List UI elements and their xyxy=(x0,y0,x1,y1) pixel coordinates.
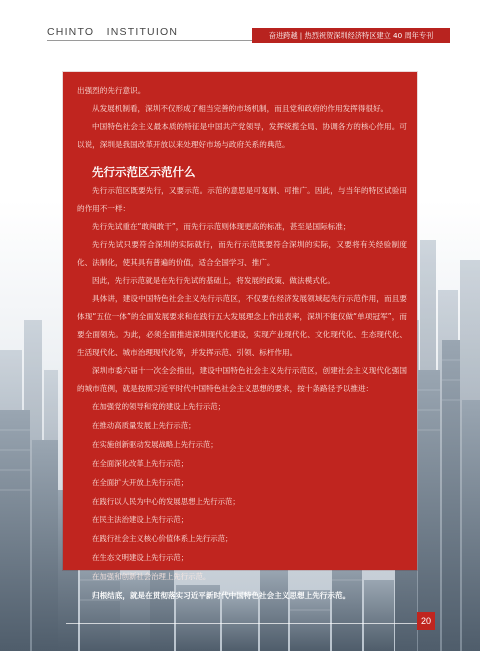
paragraph: 先行先试重在“敢闯敢干”，而先行示范则体现更高的标准，甚至是国际标准； xyxy=(92,222,351,231)
conclusion: 归根结底，就是在贯彻落实习近平新时代中国特色社会主义思想上先行示范。 xyxy=(92,591,351,601)
section-heading: 先行示范区示范什么 xyxy=(92,165,196,179)
paragraph: 出强烈的先行意识。 xyxy=(77,86,146,95)
page-header xyxy=(0,0,480,44)
paragraph: 先行示范区既要先行，又要示范。示范的意思是可复制、可推广。因此，与当年的特区试验田的作用不一样： xyxy=(77,186,407,213)
header-rule xyxy=(47,40,252,41)
paragraph: 先行先试只要符合深圳的实际就行，而先行示范既要符合深圳的实际，又要将有关经验制度化、法制化，使其具有普遍的价值，适合全国学习、推广。 xyxy=(77,240,407,267)
footer-rule xyxy=(66,623,417,624)
page-number: 20 xyxy=(417,612,435,630)
paragraph: 深圳市委六届十一次全会指出，建设中国特色社会主义先行示范区，创建社会主义现代化强国的城市范例，就是按照习近平时代中国特色社会主义思想的要求，按十条路径予以推进： xyxy=(77,366,407,393)
list-item: 在践行社会主义核心价值体系上先行示范； xyxy=(92,534,233,544)
list-item: 在全面扩大开放上先行示范； xyxy=(92,477,189,487)
list-item: 在实施创新驱动发展战略上先行示范； xyxy=(92,439,218,449)
brand-name: CHINTO INSTITUION xyxy=(47,26,179,38)
list-item: 在全面深化改革上先行示范； xyxy=(92,458,189,468)
paragraph: 因此，先行示范就是在先行先试的基础上，将发展的政策、做法模式化。 xyxy=(92,276,335,285)
paragraph: 从发展机制看，深圳不仅形成了相当完善的市场机制，而且党和政府的作用发挥得很好。 xyxy=(92,104,389,113)
list-item: 在加强党的领导和党的建设上先行示范； xyxy=(92,402,226,411)
list-item: 在民主法治建设上先行示范； xyxy=(92,515,189,525)
path-list xyxy=(77,398,407,587)
list-item: 在推动高质量发展上先行示范； xyxy=(92,420,196,430)
list-item: 在践行以人民为中心的发展思想上先行示范； xyxy=(92,496,240,506)
paragraph: 中国特色社会主义最本质的特征是中国共产党领导，发挥统揽全局、协调各方的核心作用。可以说，深圳是我国改革开放以来处理好市场与政府关系的典范。 xyxy=(77,122,407,149)
list-item: 在生态文明建设上先行示范； xyxy=(92,553,189,563)
list-item: 在加强和创新社会治理上先行示范。 xyxy=(92,572,211,582)
article-body xyxy=(77,82,407,605)
header-banner: 奋进跨越 | 热烈祝贺深圳经济特区建立 40 周年专刊 xyxy=(252,28,450,43)
paragraph: 具体讲，建设中国特色社会主义先行示范区，不仅要在经济发展领域起先行示范作用，而且要体现“五位一体”的全面发展要求和在践行五大发展理念上作出表率，深圳不能仅做“单项冠军”，而要全面领先。为此，必须全面推进深圳现代化建设，实现产业现代化、文化现代化、生态现代化、生活现代化、城市治理现代化等，并发挥示范、引领、标杆作用。 xyxy=(77,294,407,357)
